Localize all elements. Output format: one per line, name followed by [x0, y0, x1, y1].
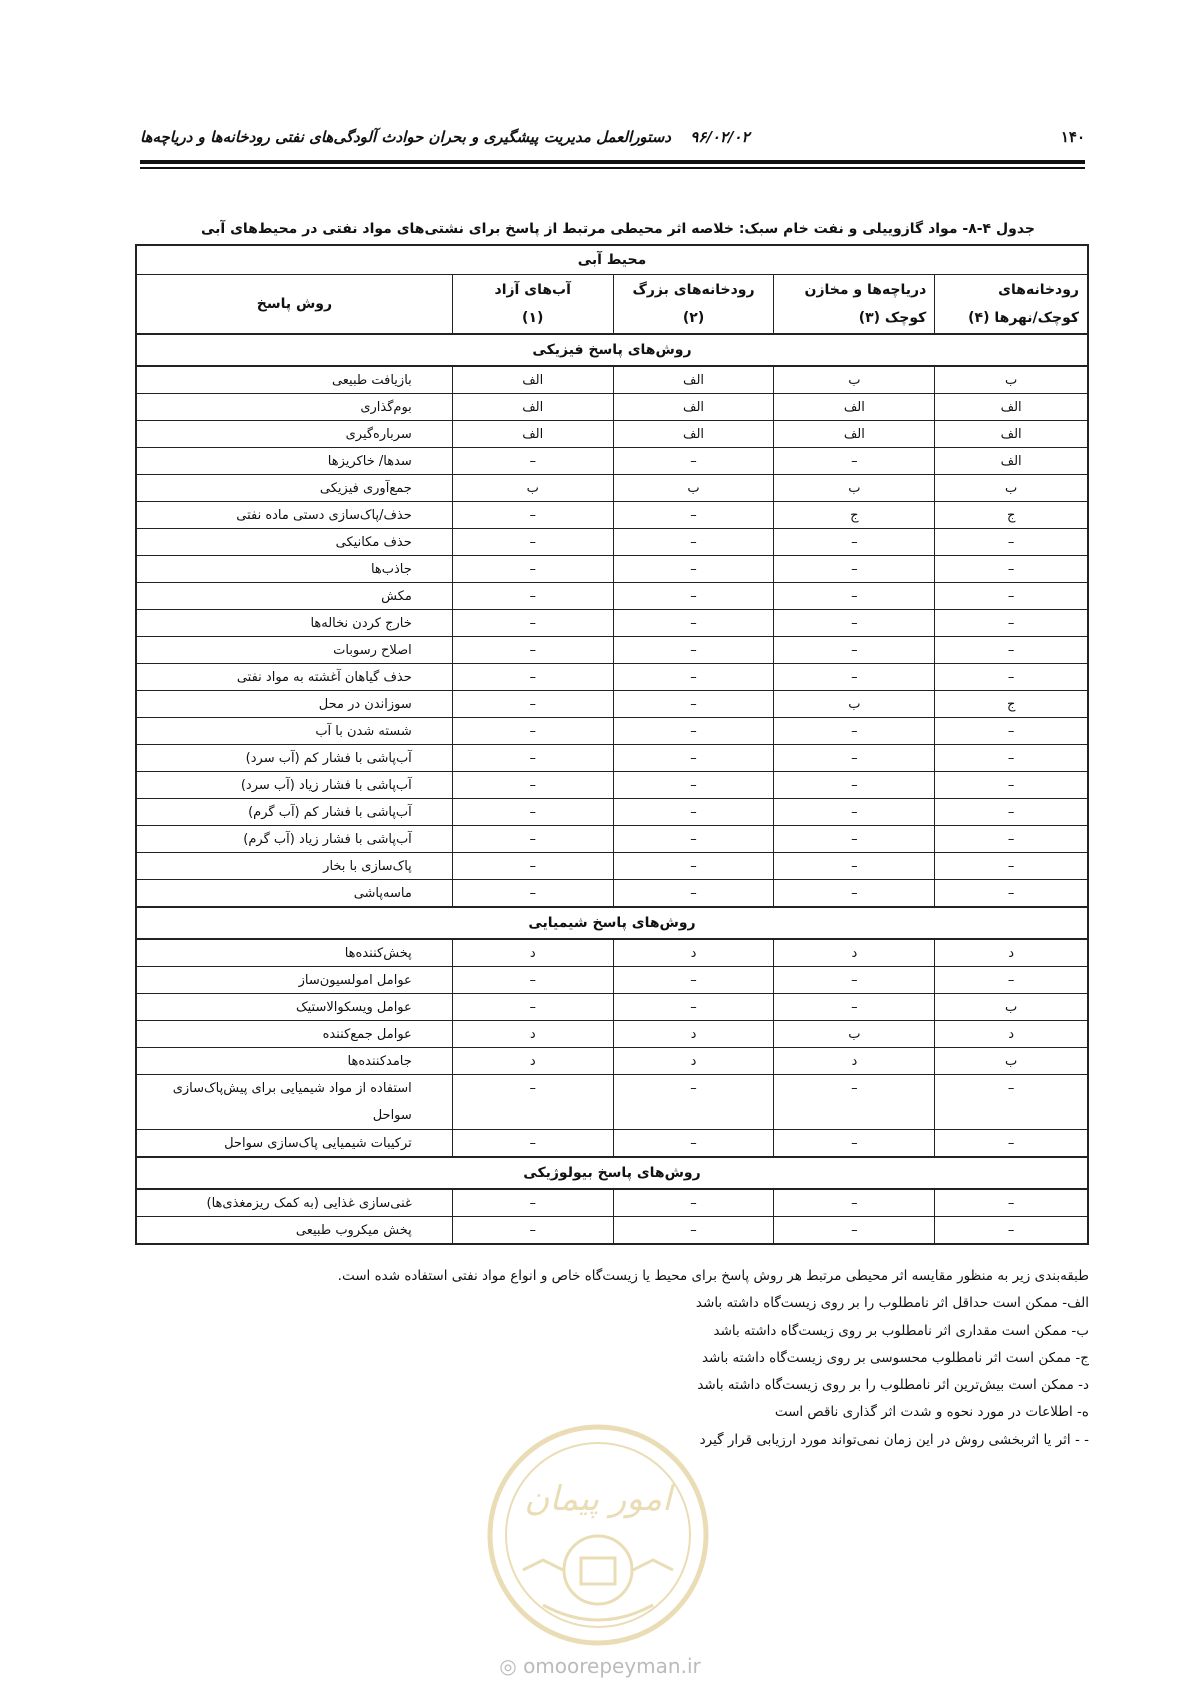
rating-cell: –	[452, 1130, 613, 1158]
rating-cell: ب	[774, 475, 935, 502]
rating-cell: –	[613, 610, 774, 637]
table-row	[136, 994, 1088, 1021]
header-rule-thin	[140, 167, 1085, 169]
method-cell: عوامل جمع‌کننده	[136, 1021, 452, 1048]
watermark-icon: ◎	[499, 1654, 517, 1678]
rating-cell: د	[935, 1021, 1088, 1048]
rating-cell: –	[613, 799, 774, 826]
method-cell: شسته شدن با آب	[136, 718, 452, 745]
rating-cell: –	[935, 880, 1088, 908]
method-cell: عوامل ویسکوالاستیک	[136, 994, 452, 1021]
rating-cell: –	[613, 583, 774, 610]
rating-cell: –	[774, 610, 935, 637]
column-header-line1: آب‌های آزاد	[494, 282, 571, 298]
rating-cell: –	[613, 826, 774, 853]
section-title: روش‌های پاسخ شیمیایی	[136, 907, 1088, 939]
table-row	[136, 366, 1088, 394]
rating-cell: د	[935, 939, 1088, 967]
rating-cell: د	[613, 1048, 774, 1075]
rating-cell: –	[935, 745, 1088, 772]
rating-cell: –	[774, 1217, 935, 1245]
method-header: روش پاسخ	[136, 275, 452, 335]
column-header-line2: (۱)	[522, 310, 544, 326]
table-row	[136, 1130, 1088, 1158]
method-cell: جاذب‌ها	[136, 556, 452, 583]
rating-cell: ج	[935, 502, 1088, 529]
rating-cell: –	[613, 745, 774, 772]
table-row	[136, 610, 1088, 637]
rating-cell: –	[774, 529, 935, 556]
rating-cell: –	[452, 880, 613, 908]
rating-cell: –	[935, 583, 1088, 610]
rating-cell: –	[613, 718, 774, 745]
rating-cell: –	[935, 967, 1088, 994]
rating-cell: –	[613, 664, 774, 691]
note-line: د- ممکن است بیش‌ترین اثر نامطلوب را بر روی زیست‌گاه داشته باشد	[697, 1377, 1089, 1394]
column-header	[452, 275, 613, 335]
rating-cell: –	[774, 718, 935, 745]
method-cell: جمع‌آوری فیزیکی	[136, 475, 452, 502]
rating-cell: –	[613, 1189, 774, 1217]
rating-cell: –	[774, 745, 935, 772]
rating-cell: –	[452, 799, 613, 826]
rating-cell: الف	[774, 421, 935, 448]
rating-cell: –	[452, 1075, 613, 1130]
rating-cell: ب	[935, 475, 1088, 502]
section-row	[136, 334, 1088, 366]
table-row	[136, 880, 1088, 908]
page-header	[140, 128, 1085, 152]
rating-cell: د	[774, 939, 935, 967]
rating-cell: –	[452, 448, 613, 475]
table-row	[136, 394, 1088, 421]
rating-cell: –	[613, 1217, 774, 1245]
table-row	[136, 772, 1088, 799]
rating-cell: –	[613, 853, 774, 880]
rating-cell: د	[452, 1021, 613, 1048]
method-cell: ماسه‌پاشی	[136, 880, 452, 908]
table-row	[136, 691, 1088, 718]
method-cell: آب‌پاشی با فشار زیاد (آب سرد)	[136, 772, 452, 799]
header-title: دستورالعمل مدیریت پیشگیری و بحران حوادث آلودگی‌های نفتی رودخانه‌ها و دریاچه‌ها	[140, 128, 671, 146]
rating-cell: –	[452, 994, 613, 1021]
rating-cell: الف	[613, 366, 774, 394]
column-header	[613, 275, 774, 335]
rating-cell: –	[452, 967, 613, 994]
table-row	[136, 502, 1088, 529]
rating-cell: –	[935, 772, 1088, 799]
rating-cell: –	[774, 637, 935, 664]
method-cell: پخش‌کننده‌ها	[136, 939, 452, 967]
rating-cell: د	[613, 939, 774, 967]
rating-cell: الف	[935, 394, 1088, 421]
column-header-line1: رودخانه‌های بزرگ	[632, 282, 755, 298]
rating-cell: –	[935, 529, 1088, 556]
note-line: - - اثر یا اثربخشی روش در این زمان نمی‌تواند مورد ارزیابی قرار گیرد	[699, 1431, 1089, 1448]
rating-cell: –	[613, 448, 774, 475]
rating-cell: –	[935, 1217, 1088, 1245]
rating-cell: –	[452, 772, 613, 799]
rating-cell: ب	[935, 1048, 1088, 1075]
method-cell: بوم‌گذاری	[136, 394, 452, 421]
note-line: الف- ممکن است حداقل اثر نامطلوب را بر روی زیست‌گاه داشته باشد	[695, 1295, 1089, 1312]
rating-cell: ب	[774, 366, 935, 394]
rating-cell: الف	[935, 421, 1088, 448]
rating-cell: –	[452, 637, 613, 664]
stamp-seal-icon	[483, 1420, 713, 1650]
rating-cell: –	[452, 610, 613, 637]
table-row	[136, 529, 1088, 556]
rating-cell: –	[613, 1130, 774, 1158]
rating-cell: الف	[774, 394, 935, 421]
rating-cell: –	[452, 583, 613, 610]
rating-cell: –	[452, 691, 613, 718]
rating-cell: –	[613, 967, 774, 994]
rating-cell: –	[774, 967, 935, 994]
rating-cell: –	[935, 718, 1088, 745]
rating-cell: ب	[774, 691, 935, 718]
rating-cell: –	[774, 448, 935, 475]
running-header	[140, 128, 750, 146]
header-date: ۹۶/۰۲/۰۲	[690, 128, 750, 146]
rating-cell: ب	[613, 475, 774, 502]
method-cell: آب‌پاشی با فشار زیاد (آب گرم)	[136, 826, 452, 853]
page-number: ۱۴۰	[1060, 128, 1085, 146]
method-cell: پخش میکروب طبیعی	[136, 1217, 452, 1245]
rating-cell: –	[613, 691, 774, 718]
rating-cell: –	[613, 994, 774, 1021]
rating-cell: –	[452, 718, 613, 745]
env-header: محیط آبی	[136, 245, 1088, 275]
column-header-line2: کوچک (۳)	[858, 310, 927, 326]
rating-cell: –	[613, 772, 774, 799]
table-row	[136, 718, 1088, 745]
method-cell: اصلاح رسوبات	[136, 637, 452, 664]
stamp-text: امور پیمان	[524, 1479, 672, 1519]
rating-cell: –	[935, 799, 1088, 826]
rating-cell: د	[452, 939, 613, 967]
table-row	[136, 853, 1088, 880]
rating-cell: د	[774, 1048, 935, 1075]
note-line: ج- ممکن است اثر نامطلوب محسوسی بر روی زیست‌گاه داشته باشد	[701, 1349, 1089, 1366]
rating-cell: الف	[452, 366, 613, 394]
rating-cell: –	[613, 502, 774, 529]
column-header	[774, 275, 935, 335]
rating-cell: –	[935, 556, 1088, 583]
rating-cell: –	[935, 1189, 1088, 1217]
table-row	[136, 799, 1088, 826]
rating-cell: –	[935, 1130, 1088, 1158]
table-row	[136, 939, 1088, 967]
method-cell: غنی‌سازی غذایی (به کمک ریزمغذی‌ها)	[136, 1189, 452, 1217]
rating-cell: الف	[935, 448, 1088, 475]
rating-cell: الف	[452, 394, 613, 421]
rating-cell: –	[613, 880, 774, 908]
method-cell: بازیافت طبیعی	[136, 366, 452, 394]
rating-cell: –	[935, 610, 1088, 637]
rating-cell: –	[935, 826, 1088, 853]
rating-cell: –	[774, 994, 935, 1021]
note-line: ب- ممکن است مقداری اثر نامطلوب بر روی زیست‌گاه داشته باشد	[713, 1322, 1089, 1339]
rating-cell: –	[452, 529, 613, 556]
table-row	[136, 1075, 1088, 1130]
table-row	[136, 1021, 1088, 1048]
method-cell: حذف/پاک‌سازی دستی ماده نفتی	[136, 502, 452, 529]
header-rule-thick	[140, 160, 1085, 164]
rating-cell: –	[452, 853, 613, 880]
rating-cell: –	[935, 1075, 1088, 1130]
method-cell: جامدکننده‌ها	[136, 1048, 452, 1075]
method-cell: خارج کردن نخاله‌ها	[136, 610, 452, 637]
table-row	[136, 1048, 1088, 1075]
method-cell: عوامل امولسیون‌ساز	[136, 967, 452, 994]
rating-cell: –	[774, 664, 935, 691]
rating-cell: –	[452, 745, 613, 772]
rating-cell: الف	[452, 421, 613, 448]
table-row	[136, 967, 1088, 994]
column-header-line1: دریاچه‌ها و مخازن	[804, 282, 927, 298]
rating-cell: –	[613, 529, 774, 556]
response-methods-table	[135, 244, 1089, 1245]
note-line: ه- اطلاعات در مورد نحوه و شدت اثر گذاری ناقص است	[774, 1404, 1089, 1421]
method-cell: آب‌پاشی با فشار کم (آب گرم)	[136, 799, 452, 826]
rating-cell: –	[774, 556, 935, 583]
rating-cell: الف	[613, 421, 774, 448]
section-row	[136, 907, 1088, 939]
rating-cell: –	[774, 772, 935, 799]
rating-cell: ب	[935, 994, 1088, 1021]
rating-cell: ج	[935, 691, 1088, 718]
table-row	[136, 448, 1088, 475]
table-row	[136, 637, 1088, 664]
rating-cell: –	[613, 1075, 774, 1130]
table-row	[136, 1189, 1088, 1217]
note-line: طبقه‌بندی زیر به منظور مقایسه اثر محیطی مرتبط هر روش پاسخ برای محیط یا زیست‌گاه خاص و انواع مواد نفتی استفاده شده است.	[337, 1268, 1089, 1284]
rating-cell: ب	[774, 1021, 935, 1048]
method-cell: حذف مکانیکی	[136, 529, 452, 556]
method-cell: سوزاندن در محل	[136, 691, 452, 718]
table-row	[136, 421, 1088, 448]
method-cell: سرباره‌گیری	[136, 421, 452, 448]
rating-cell: الف	[613, 394, 774, 421]
rating-cell: –	[774, 1130, 935, 1158]
rating-cell: –	[774, 799, 935, 826]
rating-cell: ب	[452, 475, 613, 502]
rating-cell: د	[452, 1048, 613, 1075]
rating-cell: –	[774, 826, 935, 853]
rating-cell: –	[935, 853, 1088, 880]
method-cell: مکش	[136, 583, 452, 610]
rating-cell: –	[774, 583, 935, 610]
rating-cell: –	[452, 826, 613, 853]
table-row	[136, 745, 1088, 772]
column-header-line1: رودخانه‌های	[998, 282, 1079, 298]
rating-cell: –	[452, 556, 613, 583]
rating-cell: –	[935, 637, 1088, 664]
rating-cell: ب	[935, 366, 1088, 394]
column-header	[935, 275, 1088, 335]
rating-cell: د	[613, 1021, 774, 1048]
rating-cell: –	[452, 664, 613, 691]
section-title: روش‌های پاسخ فیزیکی	[136, 334, 1088, 366]
rating-cell: –	[774, 880, 935, 908]
rating-cell: –	[774, 1189, 935, 1217]
table-row	[136, 826, 1088, 853]
column-header-line2: (۲)	[682, 310, 705, 326]
method-cell: ترکیبات شیمیایی پاک‌سازی سواحل	[136, 1130, 452, 1158]
rating-cell: –	[613, 556, 774, 583]
rating-cell: –	[774, 853, 935, 880]
method-cell: استفاده از مواد شیمیایی برای پیش‌پاک‌سازی سواحل	[136, 1075, 452, 1130]
method-cell: حذف گیاهان آغشته به مواد نفتی	[136, 664, 452, 691]
section-title: روش‌های پاسخ بیولوژیکی	[136, 1157, 1088, 1189]
rating-cell: –	[452, 1189, 613, 1217]
column-header-line2: کوچک/نهرها (۴)	[968, 310, 1079, 326]
rating-cell: –	[613, 637, 774, 664]
table-row	[136, 664, 1088, 691]
rating-cell: –	[774, 1075, 935, 1130]
method-cell: پاک‌سازی با بخار	[136, 853, 452, 880]
rating-cell: –	[452, 502, 613, 529]
rating-cell: ج	[774, 502, 935, 529]
method-cell: سدها/ خاکریزها	[136, 448, 452, 475]
section-row	[136, 1157, 1088, 1189]
table-row	[136, 1217, 1088, 1245]
table-row	[136, 583, 1088, 610]
method-cell: آب‌پاشی با فشار کم (آب سرد)	[136, 745, 452, 772]
rating-cell: –	[452, 1217, 613, 1245]
watermark-text: omoorepeyman.ir	[523, 1654, 701, 1678]
table-caption: جدول ۴-۸- مواد گازوییلی و نفت خام سبک: خلاصه اثر محیطی مرتبط از پاسخ برای نشتی‌های مواد نفتی در محیط‌های آبی	[200, 221, 1035, 237]
table-row	[136, 556, 1088, 583]
watermark	[490, 1654, 710, 1678]
table-row	[136, 475, 1088, 502]
rating-cell: –	[935, 664, 1088, 691]
